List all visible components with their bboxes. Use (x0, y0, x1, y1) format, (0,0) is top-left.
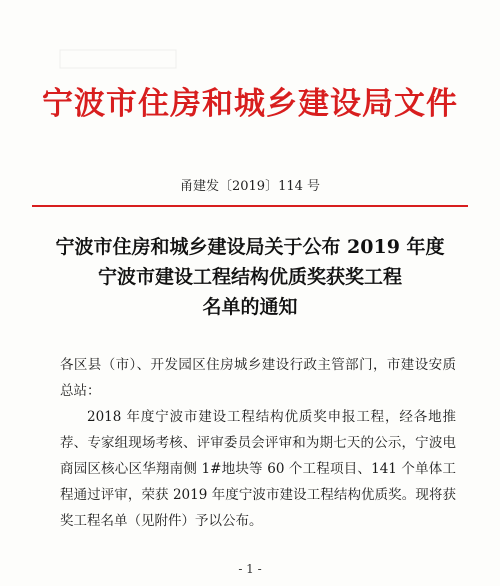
body-paragraph: 2018 年度宁波市建设工程结构优质奖申报工程，经各地推荐、专家组现场考核、评审委员会评审和为期七天的公示，宁波电商园区核心区华翔南侧 1#地块等 60 个工程项目、141 个单体工程通过评审，荣获 2019 年度宁波市建设工程结构优质奖。现将获奖工程名单（见附件）予以公布。 (60, 409, 456, 529)
page-number: - 1 - (238, 562, 262, 576)
document-number: 甬建发〔2019〕114 号 (179, 179, 321, 194)
faint-stamp-mark (58, 44, 178, 74)
notice-body (60, 352, 456, 534)
red-divider-line (32, 205, 468, 207)
notice-title (0, 232, 500, 322)
notice-title-line-1: 宁波市住房和城乡建设局关于公布 2019 年度 (55, 236, 445, 258)
notice-title-line-2: 宁波市建设工程结构优质奖获奖工程 (97, 266, 402, 288)
notice-title-line-3: 名单的通知 (202, 296, 298, 318)
salutation: 各区县（市）、开发园区住房城乡建设行政主管部门，市建设安质总站： (60, 357, 456, 399)
issuing-authority-header: 宁波市住房和城乡建设局文件 (42, 86, 458, 122)
